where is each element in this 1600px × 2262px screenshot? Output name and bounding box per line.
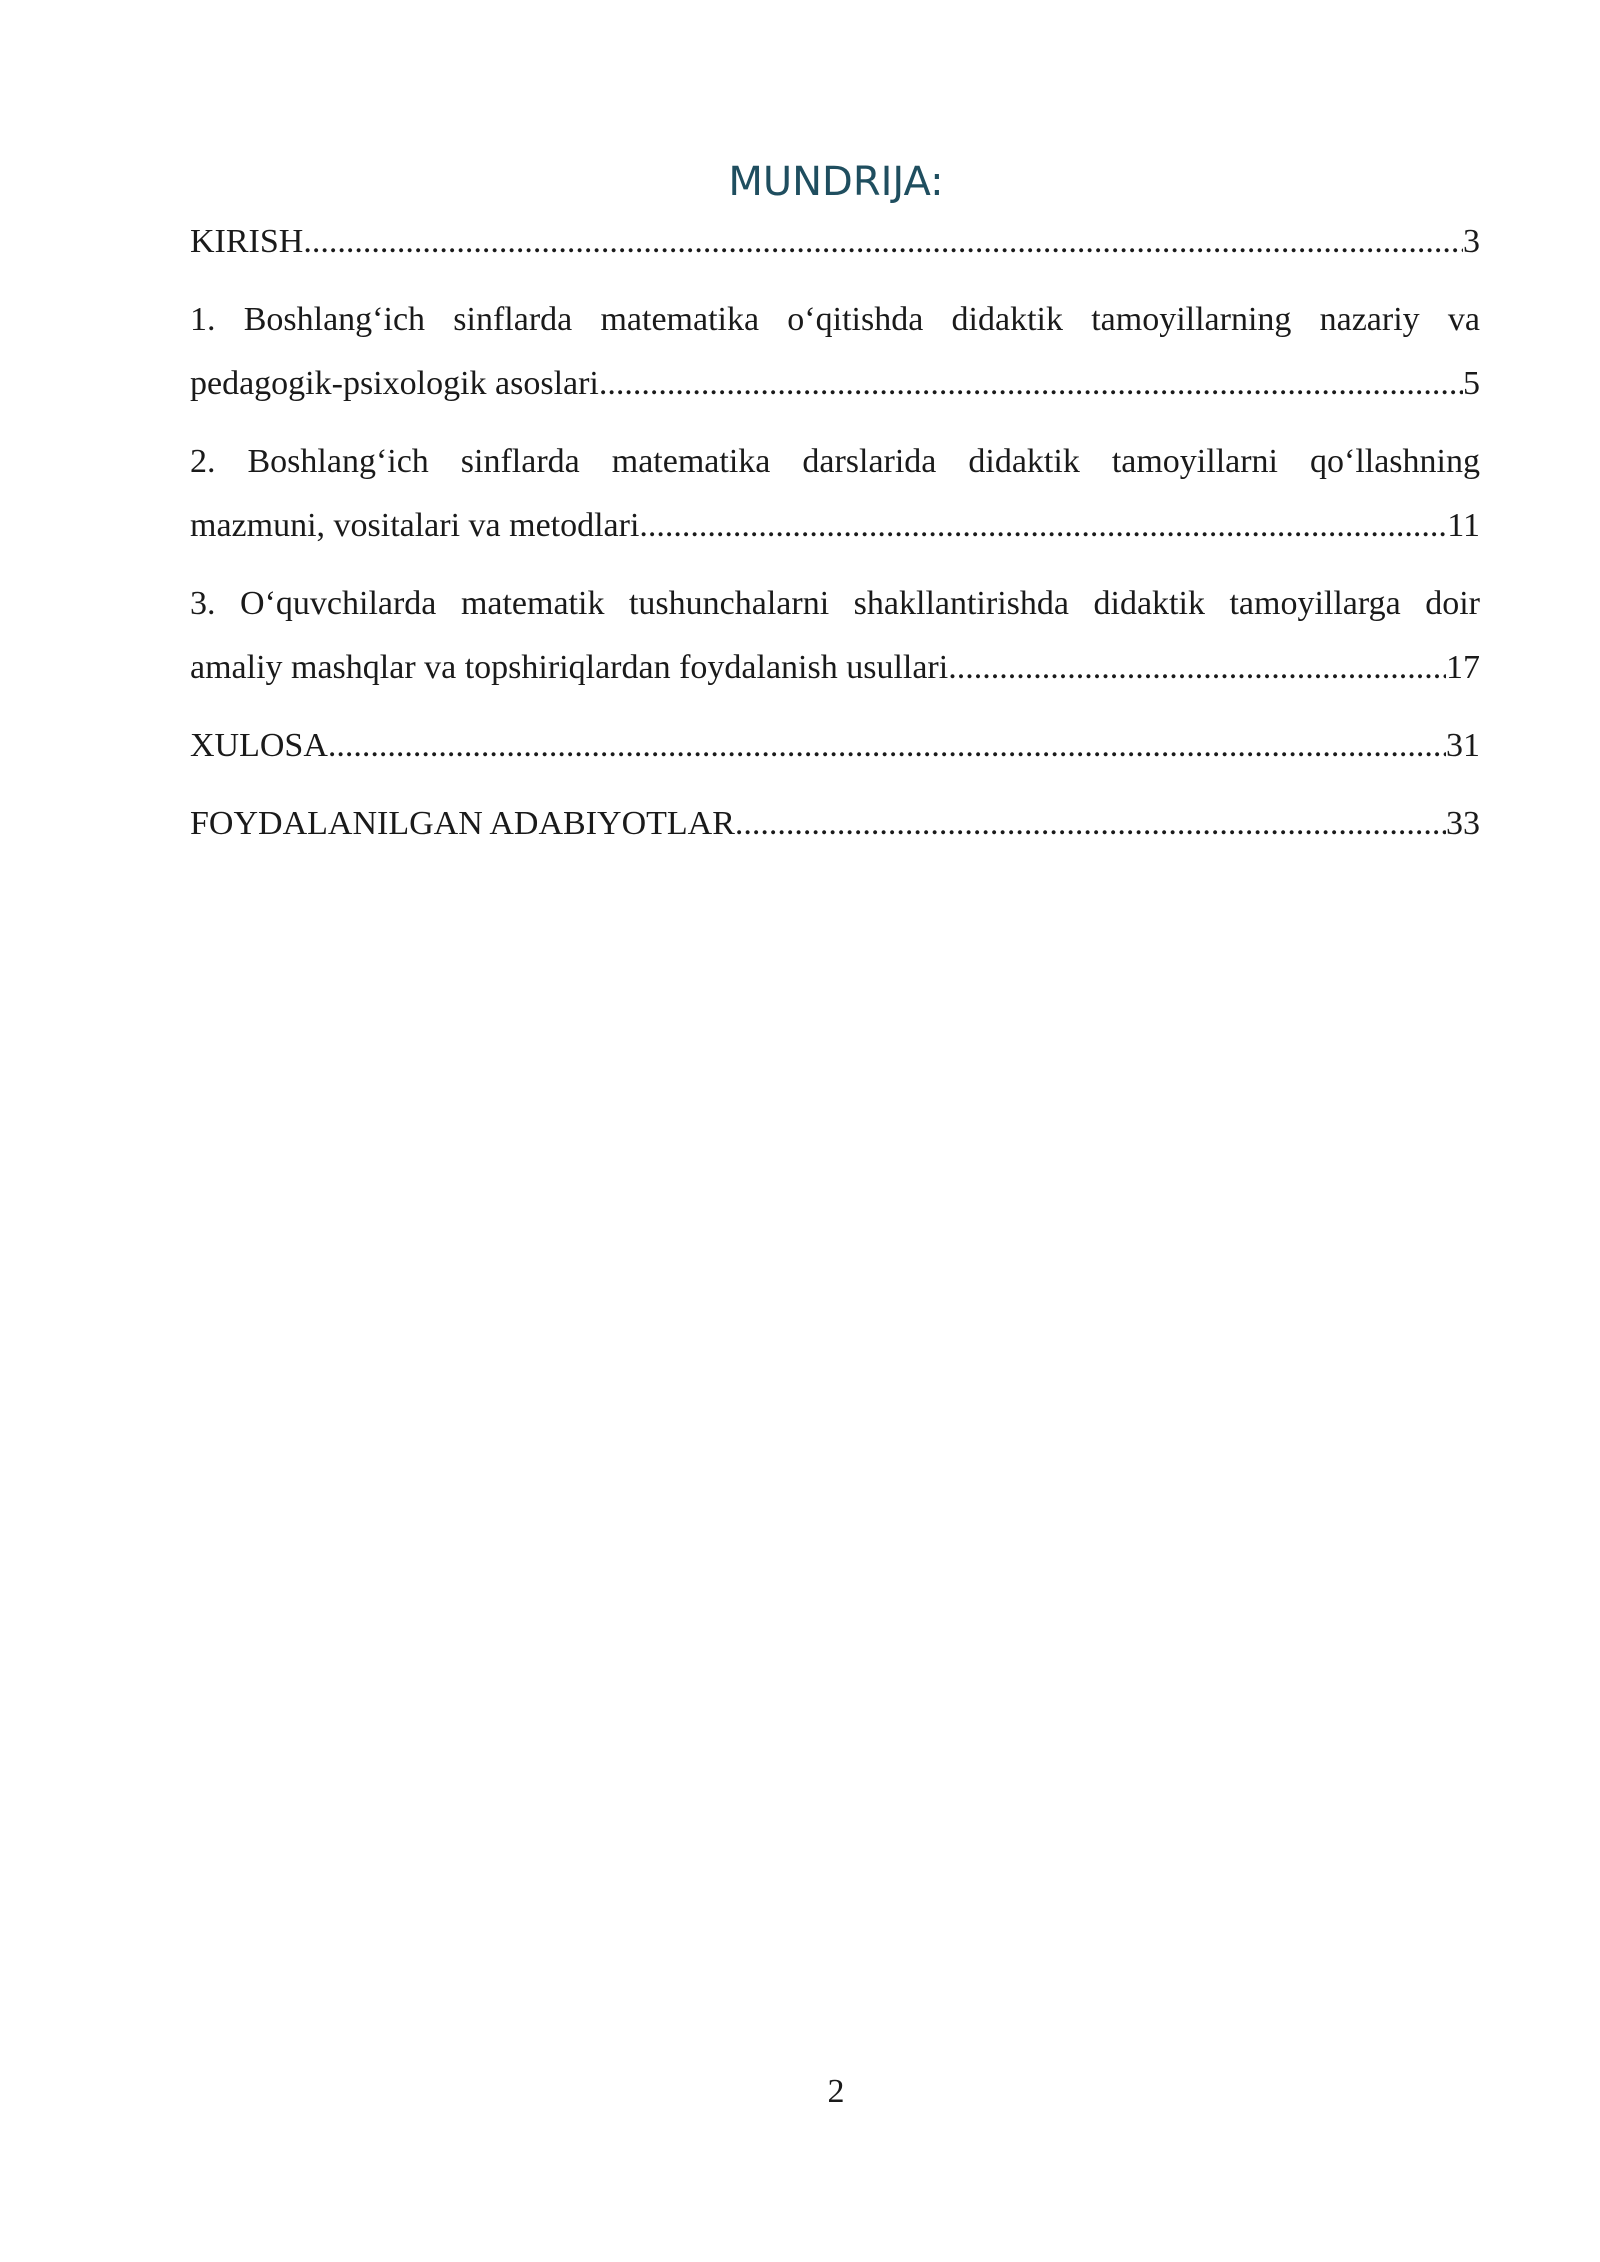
toc-entry-label-line2: pedagogik-psixologik asoslari xyxy=(190,365,599,402)
toc-entry-page: 3 xyxy=(1463,223,1480,260)
dot-leader xyxy=(328,714,1446,778)
toc-entry-page: 17 xyxy=(1446,649,1480,686)
toc-entry-label-line1: 3. O‘quvchilarda matematik tushunchalarni shakllantirishda didaktik tamoyillarga doir xyxy=(190,585,1480,622)
toc-entry-xulosa[interactable] xyxy=(190,714,1480,778)
toc-entry-page: 33 xyxy=(1446,805,1480,842)
toc-entry-label-line1: 2. Boshlang‘ich sinflarda matematika darslarida didaktik tamoyillarni qo‘llashning xyxy=(190,443,1480,480)
dot-leader xyxy=(303,210,1463,274)
toc-entry-page: 11 xyxy=(1447,507,1480,544)
toc-entry-chapter-3[interactable] xyxy=(190,572,1480,700)
page-number: 2 xyxy=(827,2073,845,2110)
toc-entry-label-line2: mazmuni, vositalari va metodlari xyxy=(190,507,640,544)
toc-entry-label: XULOSA xyxy=(190,727,328,764)
dot-leader xyxy=(948,636,1446,700)
toc-entry-chapter-2[interactable] xyxy=(190,430,1480,558)
dot-leader xyxy=(735,792,1446,856)
table-of-contents xyxy=(190,210,1480,870)
toc-entry-label-line2: amaliy mashqlar va topshiriqlardan foydalanish usullari xyxy=(190,649,949,686)
toc-entry-label: KIRISH xyxy=(190,223,304,260)
toc-entry-kirish[interactable] xyxy=(190,210,1480,274)
toc-entry-page: 5 xyxy=(1463,365,1480,402)
toc-entry-label: FOYDALANILGAN ADABIYOTLAR xyxy=(190,805,735,842)
dot-leader xyxy=(599,352,1463,416)
toc-entry-adabiyotlar[interactable] xyxy=(190,792,1480,856)
toc-entry-page: 31 xyxy=(1446,727,1480,764)
toc-entry-chapter-1[interactable] xyxy=(190,288,1480,416)
toc-title: MUNDRIJA: xyxy=(728,159,944,205)
toc-entry-label-line1: 1. Boshlang‘ich sinflarda matematika o‘qitishda didaktik tamoyillarning nazariy va xyxy=(190,301,1480,338)
dot-leader xyxy=(639,494,1447,558)
